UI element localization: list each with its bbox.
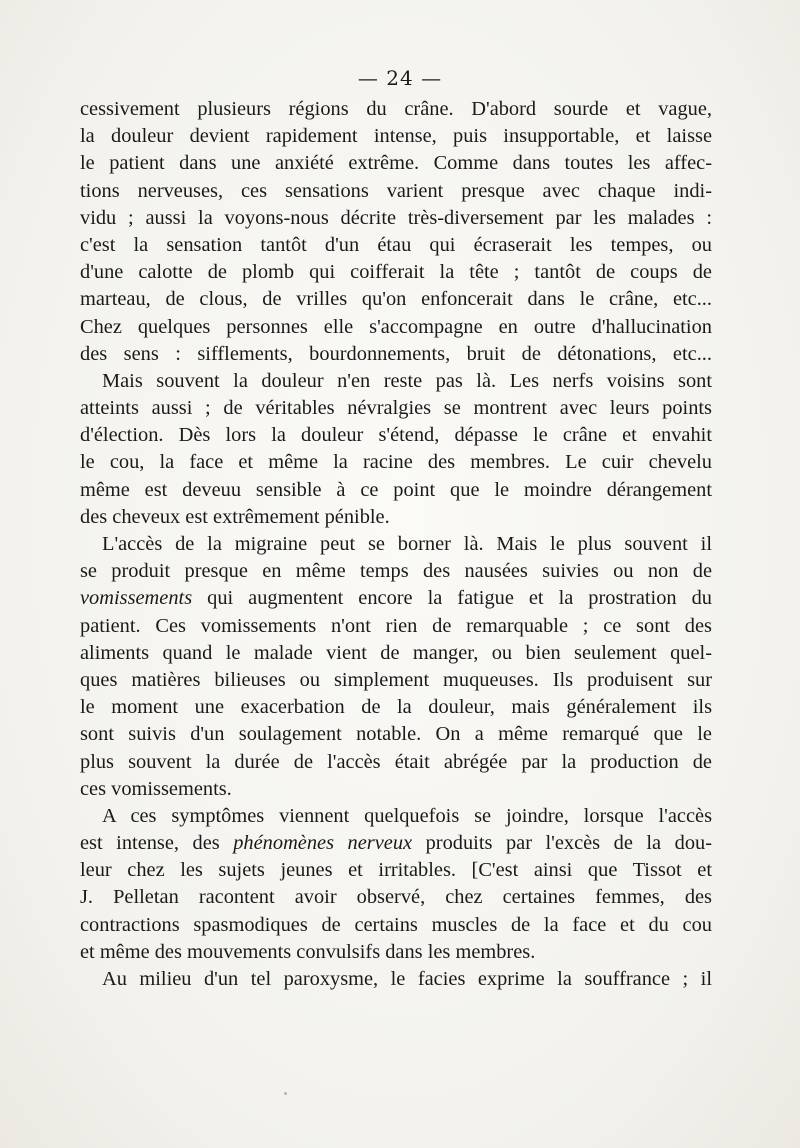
text-line [80, 830, 712, 857]
text-line: Chez quelques personnes elle s'accompagne en outre d'hallucination [80, 315, 712, 338]
text-run: est intense, des [80, 832, 234, 855]
text-line: L'accès de la migraine peut se borner là. Mais le plus souvent il [102, 533, 712, 555]
text-run: qui augmentent encore la fatigue et la prostration du [192, 587, 712, 610]
text-line: Au milieu d'un tel paroxysme, le facies exprime la souffrance ; il [102, 968, 712, 990]
text-line: des sens : sifflements, bourdonnements, bruit de détonations, etc... [80, 342, 712, 365]
text-line: plus souvent la durée de l'accès était abrégée par la production de [80, 750, 712, 773]
text-line: J. Pelletan racontent avoir observé, chez certaines femmes, des [80, 886, 712, 909]
text-line: le patient dans une anxiété extrême. Comme dans toutes les affec- [80, 152, 712, 175]
text-line: d'une calotte de plomb qui coifferait la tête ; tantôt de coups de [80, 261, 712, 284]
text-line: cessivement plusieurs régions du crâne. D'abord sourde et vague, [80, 98, 712, 120]
text-line: ces vomissements. [80, 777, 232, 800]
paper-speck [284, 1092, 287, 1095]
text-line: atteints aussi ; de véritables névralgies se montrent avec leurs points [80, 397, 712, 420]
text-line: vidu ; aussi la voyons-nous décrite très-diversement par les malades : [80, 206, 712, 229]
text-line: aliments quand le malade vient de manger, ou bien seulement quel- [80, 641, 712, 664]
text-line: sont suivis d'un soulagement notable. On a même remarqué que le [80, 723, 712, 746]
text-line: et même des mouvements convulsifs dans les membres. [80, 940, 536, 963]
text-line: marteau, de clous, de vrilles qu'on enfoncerait dans le crâne, etc... [80, 288, 712, 311]
text-line: même est deveuu sensible à ce point que le moindre dérangement [80, 478, 712, 501]
text-line [80, 585, 712, 612]
italic-term: vomissements [80, 587, 193, 610]
text-line: patient. Ces vomissements n'ont rien de remarquable ; ce sont des [80, 614, 712, 637]
italic-term: phénomènes nerveux [233, 832, 413, 855]
text-line: la douleur devient rapidement intense, puis insupportable, et laisse [80, 125, 712, 148]
text-line: des cheveux est extrêmement pénible. [80, 505, 390, 528]
text-line: A ces symptômes viennent quelquefois se joindre, lorsque l'accès [102, 804, 712, 827]
text-run: produits par l'excès de la dou- [412, 832, 712, 855]
text-line: tions nerveuses, ces sensations varient presque avec chaque indi- [80, 179, 712, 202]
page-number: — 24 — [357, 66, 443, 90]
text-line: d'élection. Dès lors la douleur s'étend, dépasse le crâne et envahit [80, 424, 712, 447]
text-line: Mais souvent la douleur n'en reste pas là. Les nerfs voisins sont [102, 369, 712, 392]
text-line: leur chez les sujets jeunes et irritables. [C'est ainsi que Tissot et [80, 859, 712, 882]
text-line: le cou, la face et même la racine des membres. Le cuir chevelu [80, 451, 712, 474]
body-text [80, 96, 712, 993]
text-line: le moment une exacerbation de la douleur, mais généralement ils [80, 696, 712, 719]
text-line: ques matières bilieuses ou simplement muqueuses. Ils produisent sur [80, 668, 712, 691]
text-line: contractions spasmodiques de certains muscles de la face et du cou [80, 913, 712, 936]
text-line: se produit presque en même temps des nausées suivies ou non de [80, 560, 712, 583]
text-line: c'est la sensation tantôt d'un étau qui écraserait les tempes, ou [80, 233, 712, 256]
